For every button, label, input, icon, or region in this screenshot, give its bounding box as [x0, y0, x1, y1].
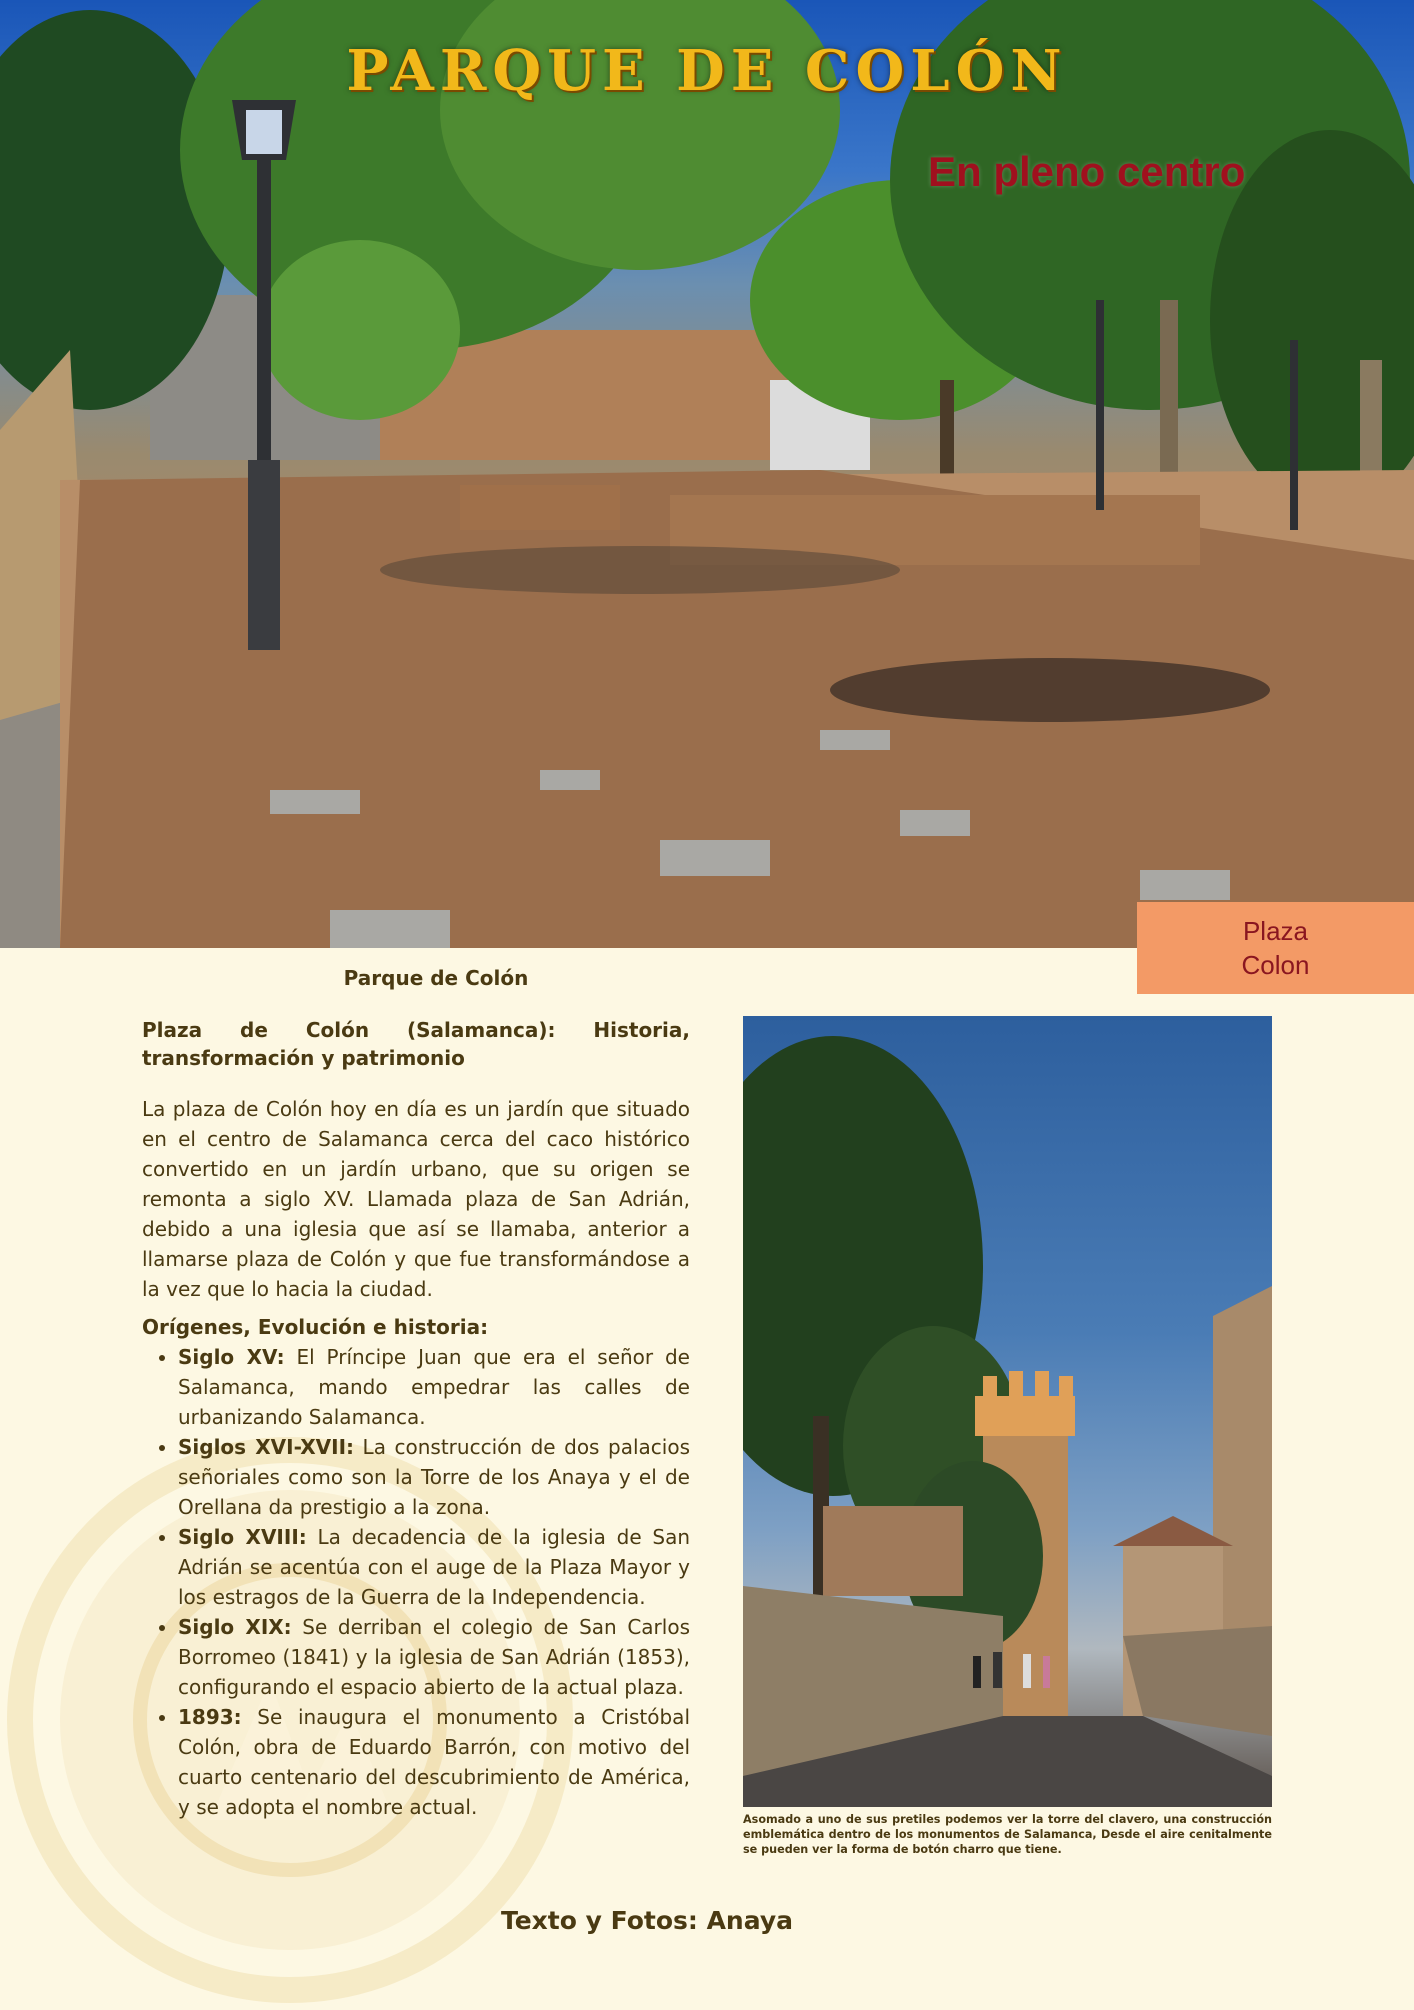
timeline-text: La construcción de dos palacios señoriales como son la Torre de los Anaya y el de Orellana da prestigio a la zona. [178, 1435, 690, 1519]
park-scene-illustration [0, 0, 1414, 948]
timeline-list [142, 1342, 690, 1822]
timeline-item [178, 1702, 690, 1822]
page-title: PARQUE DE COLÓN [346, 38, 1068, 104]
article [142, 960, 690, 1822]
tower-photo [743, 1016, 1272, 1807]
timeline-item [178, 1432, 690, 1522]
timeline-item [178, 1612, 690, 1702]
timeline-text: Se derriban el colegio de San Carlos Borromeo (1841) y la iglesia de San Adrián (1853), configurando el espacio abierto de la actual plaza. [178, 1615, 690, 1699]
timeline-text: La decadencia de la iglesia de San Adrián se acentúa con el auge de la Plaza Mayor y los estragos de la Guerra de la Independencia. [178, 1525, 691, 1609]
hero-photo [0, 0, 1414, 948]
plaza-badge [1137, 902, 1414, 994]
photo-caption: Asomado a uno de sus pretiles podemos ver la torre del clavero, una construcción emblemática dentro de los monumentos de Salamanca, Desde el aire cenitalmente se pueden ver la forma de botón charro que tiene. [743, 1813, 1272, 1856]
timeline-label: 1893: [178, 1705, 242, 1729]
timeline-heading: Orígenes, Evolución e historia: [142, 1315, 489, 1339]
article-title: Parque de Colón [343, 966, 529, 990]
timeline-label: Siglo XV: [178, 1345, 285, 1369]
timeline-label: Siglo XVIII: [178, 1525, 307, 1549]
timeline-text: El Príncipe Juan que era el señor de Salamanca, mando empedrar las calles de urbanizando Salamanca. [178, 1345, 690, 1429]
article-intro: La plaza de Colón hoy en día es un jardín que situado en el centro de Salamanca cerca del caco histórico convertido en un jardín urbano, que su origen se remonta a siglo XV. Llamada plaza de San Adrián, debido a una iglesia que así se llamaba, anterior a llamarse plaza de Colón y que fue transformándose a la vez que lo hacia la ciudad. [142, 1097, 690, 1301]
plaza-badge-line1: Plaza [1242, 916, 1309, 946]
timeline-text: Se inaugura el monumento a Cristóbal Colón, obra de Eduardo Barrón, con motivo del cuarto centenario del descubrimiento de América, y se adopta el nombre actual. [178, 1705, 690, 1819]
credits: Texto y Fotos: Anaya [500, 1906, 793, 1935]
timeline-item [178, 1342, 690, 1432]
page-subtitle: En pleno centro [928, 148, 1246, 195]
plaza-badge-line2: Colon [1241, 950, 1310, 980]
timeline-item [178, 1522, 690, 1612]
street-tower-illustration [743, 1016, 1272, 1807]
timeline-label: Siglos XVI-XVII: [178, 1435, 355, 1459]
article-heading: Plaza de Colón (Salamanca): Historia, transformación y patrimonio [142, 1018, 690, 1070]
timeline-label: Siglo XIX: [178, 1615, 292, 1639]
